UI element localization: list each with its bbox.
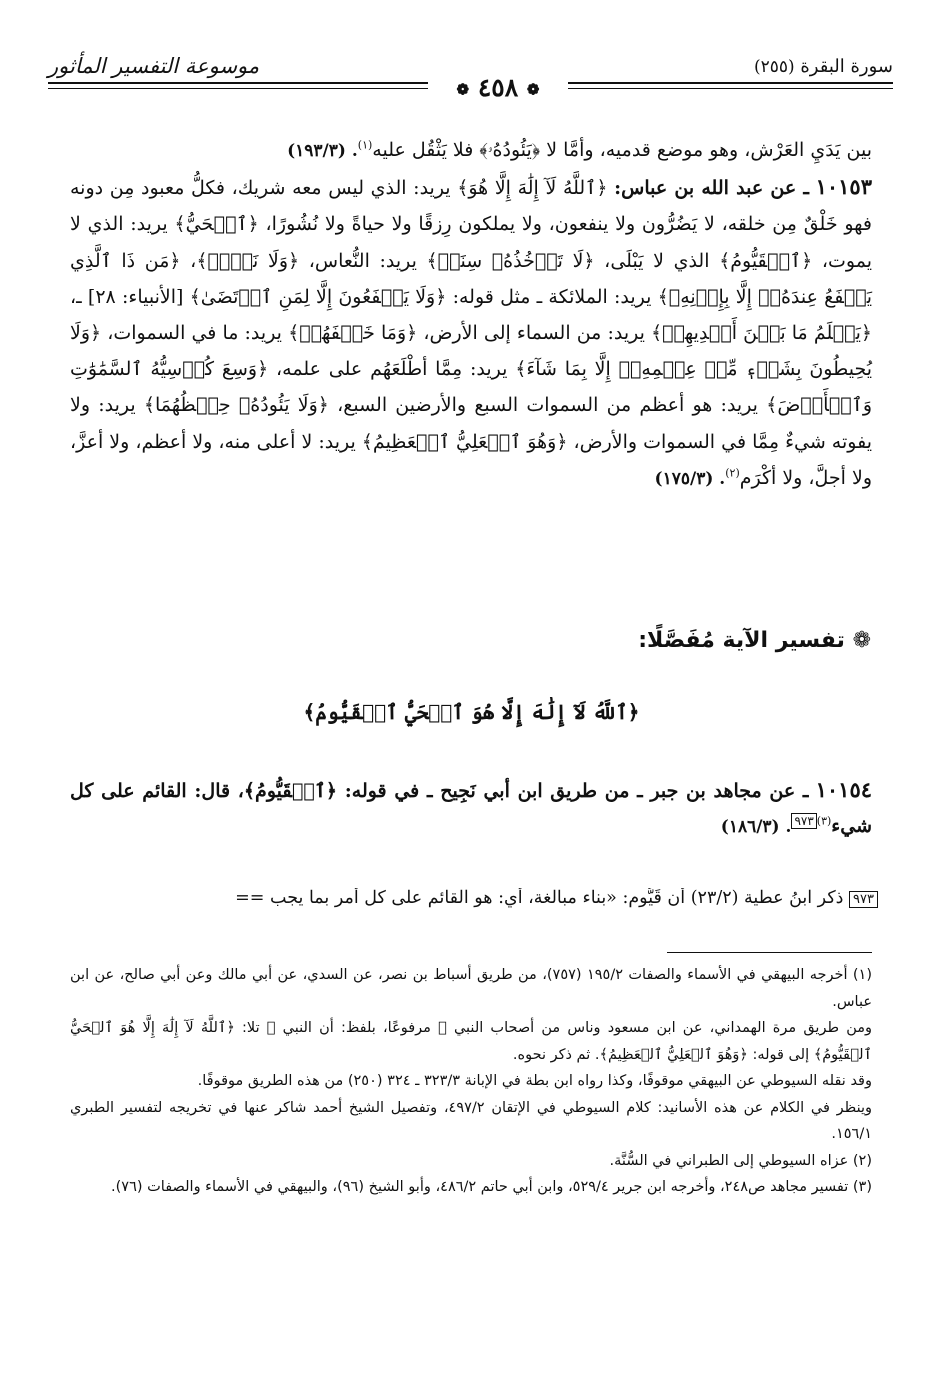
footnote-item: ومن طريق مرة الهمداني، عن ابن مسعود وناس من أصحاب النبي ﷺ مرفوعًا، بلفظ: أن النبي ﷺ تلا: ﴿ٱللَّهُ لَآ إِلَٰهَ إِلَّا هُوَ ٱلۡحَيُّ ٱلۡقَيُّومُ﴾ إلى قوله: ﴿وَهُوَ ٱلۡعَلِيُّ ٱلۡعَظِيمُ﴾. ثم ذكر نحوه. [70, 1020, 872, 1063]
encyclopedia-title: موسوعة التفسير المأثور [48, 54, 260, 78]
ornament-icon: ❁ [526, 80, 540, 99]
footnote-divider [667, 952, 872, 953]
paragraph-previous [70, 132, 872, 169]
commentary-box-number: ٩٧٣ [849, 891, 878, 908]
volume-ref: . (١٨٦/٣) [720, 817, 792, 837]
flower-icon: ❁ [852, 628, 871, 653]
footnote-item: (٣) تفسير مجاهد ص٢٤٨، وأخرجه ابن جرير ٥٢٩/٤، وابن أبي حاتم ٤٨٦/٢، وأبو الشيخ (٩٦)، والبيهقي في الأسماء والصفات (٧٦). [111, 1179, 872, 1195]
footnote-item: (٢) عزاه السيوطي إلى الطبراني في السُّنَّة. [609, 1152, 872, 1169]
hadith-number: ١٠١٥٤ [815, 777, 873, 802]
hadith-text: ﴿ٱللَّهُ لَآ إِلَٰهَ إِلَّا هُوَ﴾ يريد: الذي ليس معه شريك، فكلُّ معبود مِن دونه فهو خَلْقٌ مِن خلقه، لا يَضُرُّون ولا ينفعون، ولا يملكون رِزقًا ولا حياةً ولا نُشُورًا، ﴿ٱلۡحَيُّ﴾ يريد: الذي لا يموت، ﴿ٱلۡقَيُّومُ﴾ الذي لا يَبْلَى، ﴿لَا تَأۡخُذُهُۥ سِنَةٞ﴾ يريد: النُّعاس، ﴿وَلَا نَوۡمٞ﴾، ﴿مَن ذَا ٱلَّذِي يَشۡفَعُ عِندَهُۥٓ إِلَّا بِإِذۡنِهِۦ﴾ يريد: الملائكة ـ مثل قوله: ﴿وَلَا يَشۡفَعُونَ إِلَّا لِمَنِ ٱرۡتَضَىٰ﴾ [الأنبياء: ٢٨] ـ، ﴿يَعۡلَمُ مَا بَيۡنَ أَيۡدِيهِمۡ﴾ يريد: من السماء إلى الأرض، ﴿وَمَا خَلۡفَهُمۡ﴾ يريد: ما في السموات، ﴿وَلَا يُحِيطُونَ بِشَيۡءٖ مِّنۡ عِلۡمِهِۦٓ إِلَّا بِمَا شَآءَ﴾ يريد: مِمَّا أطْلَعَهُم على علمه، ﴿وَسِعَ كُرۡسِيُّهُ ٱلسَّمَٰوَٰتِ وَٱلۡأَرۡضَ﴾ يريد: هو أعظم من السموات السبع والأرضين السبع، ﴿وَلَا يَئُودُهُۥ حِفۡظُهُمَا﴾ يريد: ولا يفوته شيءٌ مِمَّا في السموات والأرض، ﴿وَهُوَ ٱلۡعَلِيُّ ٱلۡعَظِيمُ﴾ يريد: لا أعلى منه، ولا أعظم، ولا أعزَّ، ولا أجلَّ، ولا أكْرَم [70, 177, 872, 489]
commentary-note [20, 888, 878, 908]
paragraph-text: بين يَدَيِ العَرْش، وهو موضع قدميه، وأمَّا لا ﴿يَئُودُهُۥ﴾ فلا يَثْقُل عليه [372, 139, 872, 161]
footnote-item: وقد نقله السيوطي عن البيهقي موقوفًا، وكذا رواه ابن بطة في الإبانة ٣٢٣/٣ ـ ٣٢٤ (٢٥٠) من هذه الطريق موقوفًا. [197, 1073, 872, 1089]
volume-ref: . (١٧٥/٣) [654, 468, 726, 489]
footnote-marker: (٢) [725, 466, 740, 480]
verse-number: (٢٥٥) [753, 57, 795, 77]
footnotes [70, 962, 872, 1201]
main-text [70, 132, 872, 497]
main-text-lower [70, 772, 872, 845]
hadith-10154 [70, 772, 872, 845]
surah-verse-label [754, 56, 893, 77]
footnote-item: (١) أخرجه البيهقي في الأسماء والصفات ١٩٥/٢ (٧٥٧)، من طريق أسباط بن نصر، عن السدي، عن أبي مالك وعن أبي صالح، عن ابن عباس. [70, 967, 872, 1010]
running-header [48, 52, 893, 112]
hadith-narrator: ـ عن عبد الله بن عباس: [614, 177, 809, 200]
surah-label: سورة البقرة [800, 56, 893, 77]
hadith-10153 [70, 169, 872, 497]
commentary-text: ذكر ابنُ عطية (٢٣/٢) أن قَيُّوم: «بناء مبالغة، أي: هو القائم على كل أمر بما يجب == [235, 888, 844, 908]
page-number-box [428, 72, 568, 104]
hadith-text: ـ عن مجاهد بن جبر ـ من طريق ابن أبي نَجِيح ـ في قوله: ﴿ٱلۡقَيُّومُ﴾، قال: القائم على كل شيء [70, 780, 872, 837]
commentary-box-ref: ٩٧٣ [791, 813, 816, 829]
volume-ref: . (١٩٣/٣) [287, 141, 358, 161]
page-number: ٤٥٨ [477, 73, 519, 102]
ornament-icon: ❁ [456, 80, 470, 99]
footnote-marker: (١) [357, 138, 373, 152]
hadith-number: ١٠١٥٣ [815, 174, 872, 200]
footnote-item: وينظر في الكلام عن هذه الأسانيد: كلام السيوطي في الإتقان ٤٩٧/٢، وتفصيل الشيخ أحمد شاكر عنها في تخريجه لتفسير الطبري ١٥٦/١. [70, 1099, 872, 1142]
verse-heading: ﴿ٱللَّهُ لَآ إِلَٰهَ إِلَّا هُوَ ٱلۡحَيُّ ٱلۡقَيُّومُ﴾ [303, 700, 640, 724]
section-heading: ❁ تفسير الآية مُفَصَّلًا: [638, 628, 871, 653]
footnote-marker: (٣) [816, 814, 832, 828]
